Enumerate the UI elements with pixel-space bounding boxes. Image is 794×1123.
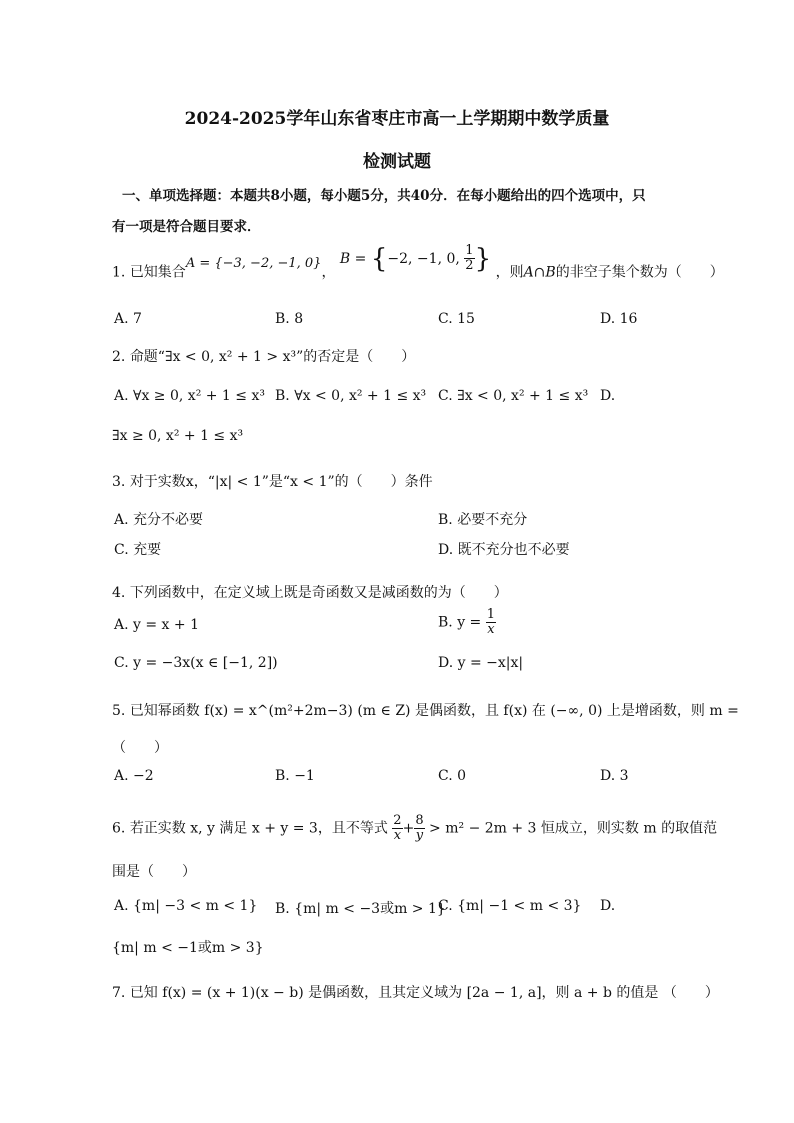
question-text: 命题“∃x < 0, x² + 1 > x³”的否定是（ ）	[129, 349, 416, 365]
question-number: 1.	[112, 264, 126, 281]
question-text: 已知幂函数 f(x) = x^(m²+2m−3) (m ∈ Z) 是偶函数，且 f(x) 在 (−∞, 0) 上是增函数，则 m =	[129, 703, 739, 719]
q4-option-a[interactable]: A. y = x + 1	[114, 617, 199, 633]
q2-option-d[interactable]: ∃x ≥ 0, x² + 1 ≤ x³	[112, 428, 244, 444]
q4-option-d[interactable]: D. y = −x|x|	[438, 655, 524, 671]
fraction-denominator: 2	[465, 258, 474, 273]
fraction	[414, 814, 424, 843]
section-heading-cont: 有一项是符合题目要求．	[112, 219, 261, 235]
brace-close: }	[474, 243, 492, 274]
q2-option-b[interactable]: B. ∀x < 0, x² + 1 ≤ x³	[275, 388, 427, 404]
set-a-expr: A = {−3, −2, −1, 0}	[185, 255, 322, 271]
exam-title-cont: 检测试题	[363, 152, 431, 172]
fraction	[464, 244, 474, 273]
q6-option-a[interactable]: A. {m| −3 < m < 1}	[114, 898, 258, 914]
q2-option-c[interactable]: C. ∃x < 0, x² + 1 ≤ x³	[438, 388, 589, 404]
set-b-prefix: B =	[339, 250, 367, 267]
fraction-numerator: 1	[486, 607, 496, 622]
question-5-cont: （ ）	[112, 740, 168, 756]
question-number: 6.	[112, 820, 126, 837]
q2-option-d-label[interactable]: D.	[600, 388, 616, 404]
question-text: ，则	[495, 264, 524, 281]
question-text: 下列函数中，在定义域上既是奇函数又是减函数的为（ ）	[129, 585, 508, 601]
question-text: 对于实数x，“|x| < 1”是“x < 1”的（ ）条件	[129, 474, 433, 490]
q3-option-c[interactable]: C. 充要	[114, 542, 162, 558]
question-4	[112, 582, 508, 602]
fraction-denominator: x	[487, 622, 495, 637]
fraction-numerator: 2	[393, 813, 402, 828]
fraction-denominator: x	[393, 828, 402, 843]
fraction-denominator: y	[415, 828, 424, 843]
intersection-expr: A∩B	[523, 264, 556, 281]
q5-option-c[interactable]: C. 0	[438, 768, 467, 784]
q6-option-d[interactable]: {m| m < −1或m > 3}	[112, 940, 264, 956]
q2-option-a[interactable]: A. ∀x ≥ 0, x² + 1 ≤ x³	[114, 388, 265, 404]
option-label: B. y =	[438, 614, 482, 631]
exam-title: 2024-2025学年山东省枣庄市高一上学期期中数学质量	[184, 109, 610, 129]
question-number: 7.	[112, 985, 126, 1001]
plus-sign: +	[402, 820, 415, 837]
q6-option-c[interactable]: C. {m| −1 < m < 3}	[438, 898, 582, 914]
question-3	[112, 471, 433, 491]
question-number: 4.	[112, 585, 126, 601]
question-text: 的非空子集个数为（ ）	[555, 264, 724, 281]
set-b-items: −2, −1, 0,	[387, 250, 460, 267]
question-6-cont: 围是（ ）	[112, 864, 196, 880]
fraction	[486, 608, 496, 637]
fraction	[392, 814, 402, 843]
question-5	[112, 700, 739, 720]
question-text: ，	[321, 264, 336, 281]
fraction-numerator: 1	[465, 243, 474, 258]
q4-option-b[interactable]	[438, 608, 496, 637]
q3-option-b[interactable]: B. 必要不充分	[438, 512, 528, 528]
question-2	[112, 346, 415, 366]
q1-option-d[interactable]: D. 16	[600, 311, 638, 327]
set-b-expr	[339, 243, 496, 274]
question-number: 2.	[112, 349, 126, 365]
q1-option-c[interactable]: C. 15	[438, 311, 475, 327]
q1-option-a[interactable]: A. 7	[114, 311, 142, 327]
question-text: 已知 f(x) = (x + 1)(x − b) 是偶函数，且其定义域为 [2a − 1, a]，则 a + b 的值是 （ ）	[129, 985, 719, 1001]
question-6	[112, 814, 717, 843]
section-heading: 一、单项选择题：本题共8小题，每小题5分，共40分．在每小题给出的四个选项中，只	[122, 188, 646, 204]
question-1	[112, 243, 724, 287]
fraction-numerator: 8	[415, 813, 424, 828]
q1-option-b[interactable]: B. 8	[275, 311, 304, 327]
q3-option-a[interactable]: A. 充分不必要	[114, 512, 204, 528]
question-number: 3.	[112, 474, 126, 490]
question-7	[112, 982, 719, 1002]
brace-open: {	[370, 243, 388, 274]
q4-option-c[interactable]: C. y = −3x(x ∈ [−1, 2])	[114, 655, 278, 671]
q6-option-d-label[interactable]: D.	[600, 898, 616, 914]
q5-option-a[interactable]: A. −2	[114, 768, 154, 784]
question-text: 若正实数 x, y 满足 x + y = 3，且不等式	[129, 820, 388, 837]
q5-option-d[interactable]: D. 3	[600, 768, 629, 784]
question-text: > m² − 2m + 3 恒成立，则实数 m 的取值范	[429, 820, 718, 837]
question-number: 5.	[112, 703, 126, 719]
q5-option-b[interactable]: B. −1	[275, 768, 315, 784]
question-text: 已知集合	[129, 264, 186, 281]
q6-option-b[interactable]: B. {m| m < −3或m > 1}	[275, 901, 446, 917]
q3-option-d[interactable]: D. 既不充分也不必要	[438, 542, 570, 558]
